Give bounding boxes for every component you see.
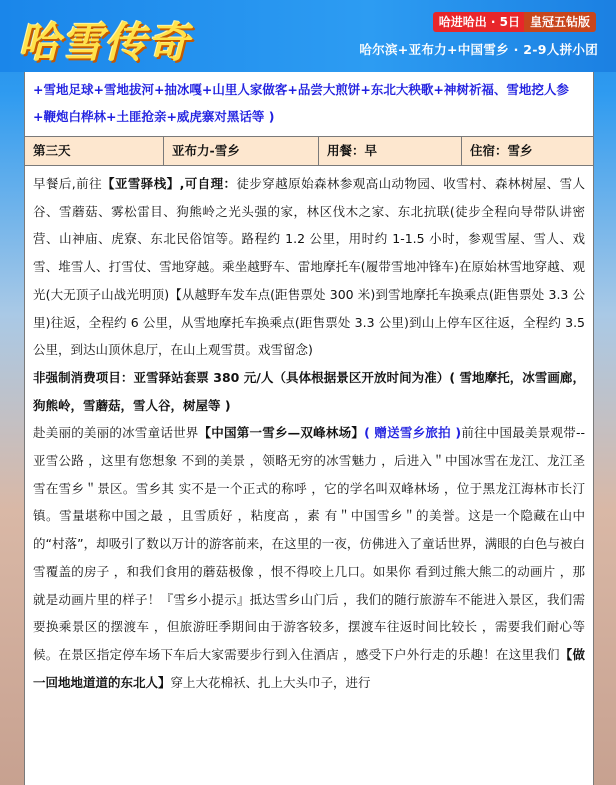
p3-gift-note: ( 赠送雪乡旅拍 ) (364, 425, 462, 441)
tour-tag (433, 12, 596, 32)
tour-duration-tag: 哈进哈出 · 5日 (433, 12, 524, 32)
paragraph-yaxue-station (33, 170, 585, 364)
day-label: 第三天 (25, 137, 164, 165)
day-stay: 住宿：雪乡 (470, 143, 533, 158)
brand-logo: 哈雪传奇 (18, 18, 191, 67)
itinerary-sheet (24, 72, 594, 785)
p1-intro: 早餐后,前往 (33, 176, 103, 191)
p3-highlight-2: 【做一回地地道道的东北人】 (33, 646, 585, 690)
p3-intro: 赴美丽的美丽的冰雪童话世界 (33, 425, 199, 441)
p1-highlight: 【亚雪驿栈】,可自理： (102, 176, 237, 191)
day-route: 亚布力-雪乡 (164, 137, 319, 165)
p1-text: 徒步穿越原始森林参观高山动物园、收雪村、森林树屋、雪人谷、雪蘑菇、雾松雷目、狗熊岭之光头强的家，林区伐木之家、东北抗联(徒步全程向导带队讲密营、山神庙、虎寮、东北民俗馆等。路程约 1.2 公里，用时约 1-1.5 小时，参观雪屋、雪人、戏雪、堆雪人、打雪仗、雪地穿越。乘坐越野车、雷地摩托车(履带雪地冲锋车)在原始林雪地穿越、观光(大无顶子山战光明顶)【从越野车发车点(距售票处 300 米)到雪地摩托车换乘点(距售票处 3.3 公里)往返，全程约 6 公里，从雪地摩托车换乘点(距售票处 3.3 公里)到山上停车区往返，全程约 3.5 公里，到达山顶休息厅，在山上观雪贯。戏雪留念) (33, 176, 585, 358)
paragraph-snow-town (33, 419, 585, 696)
activities-list: +雪地足球+雪地拔河+抽冰嘎+山里人家做客+品尝大煎饼+东北大秧歌+神树祈福、雪地挖人参+鞭炮白桦林+土匪抢亲+威虎寨对黑话等 ) (25, 72, 593, 137)
paragraph-optional-cost: 非强制消费项目：亚雪驿站套票 380 元/人（具体根据景区开放时间为准）( 雪地摩托，冰雪画廊，狗熊岭，雪蘑菇，雪人谷，树屋等 ) (33, 369, 585, 413)
header-banner (0, 0, 616, 72)
p3-highlight: 【中国第一雪乡—双峰林场】 (198, 425, 365, 441)
tour-grade-tag: 皇冠五钻版 (524, 12, 596, 32)
day-meal: 用餐：早 (319, 137, 462, 165)
p3-text-end: 穿上大花棉袄、扎上大头巾子，进行 (170, 674, 371, 690)
p3-text: 前往中国最美景观带--亚雪公路 ，这里有您想象 不到的美景 ，领略无穷的冰雪魅力 ，后进入＂中国冰雪在龙江、龙江圣雪在雪乡＂景区。雪乡其 实不是一个正式的称呼 ，它的学名叫双峰林场 ，位于黑龙江海林市长汀镇。雪量堪称中国之最 ，且雪质好 ，粘度高 ，素 有＂中国雪乡＂的美誉。这是一个隐藏在山中的“村落”，却吸引了数以万计的游客前来，在这里的一夜，仿佛进入了童话世界，满眼的白色与被白雪覆盖的房子 ，和我们食用的蘑菇极像 ，恨不得咬上几口。如果你 看到过熊大熊二的动画片 ，那就是动画片里的样子！『雪乡小提示』抵达雪乡山门后 ，我们的随行旅游车不能进入景区，我们需要换乘景区的摆渡车 ，但旅游旺季期间由于游客较多，摆渡车往返时间比较长 ，需要我们耐心等候。在景区指定停车场下车后大家需要步行到入住酒店 ，感受下户外行走的乐趣！在这里我们 (33, 425, 585, 662)
day-header-row (25, 137, 593, 166)
route-subtitle: 哈尔滨+亚布力+中国雪乡 · 2-9人拼小团 (359, 42, 598, 57)
day-description (25, 166, 593, 696)
